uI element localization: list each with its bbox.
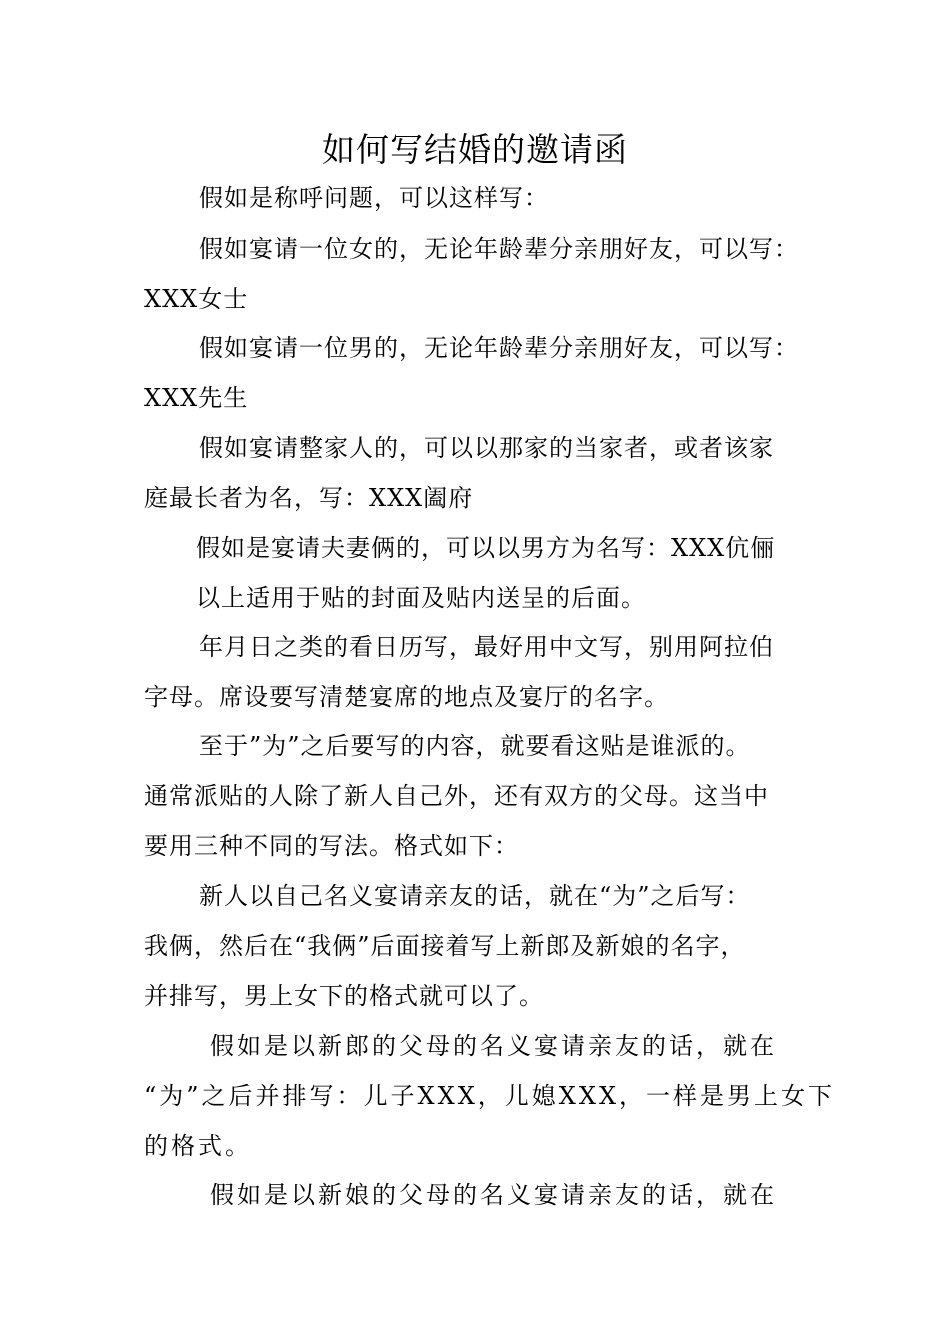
paragraph-male-guest [144,323,814,423]
text-line: 我俩，然后在“我俩”后面接着写上新郎及新娘的名字， [144,932,746,960]
paragraph-couple [144,523,814,573]
text-line: 年月日之类的看日历写，最好用中文写，别用阿拉伯 [199,633,774,661]
paragraph-date-venue [144,622,814,722]
text-line: 假如宴请一位男的，无论年龄辈分亲朋好友，可以写： [199,334,799,362]
text-line: 并排写，男上女下的格式就可以了。 [144,982,544,1010]
text-line: 要用三种不同的写法。格式如下： [144,832,519,860]
text-line: XXX女士 [144,285,249,313]
text-line: 假如是以新娘的父母的名义宴请亲友的话，就在 [210,1181,777,1209]
text-line: 假如是称呼问题，可以这样写： [199,184,549,212]
paragraph-couple-invite [144,871,814,1021]
paragraph-groom-parents [144,1021,836,1171]
text-line: 假如是以新郎的父母的名义宴请亲友的话，就在 [210,1032,777,1060]
paragraph-salutation-intro [144,173,814,223]
document-title: 如何写结婚的邀请函 [322,130,628,169]
text-line: 通常派贴的人除了新人自己外，还有双方的父母。这当中 [144,782,769,810]
paragraph-bride-parents [144,1170,814,1220]
paragraph-sender [144,721,814,871]
paragraph-usage-note [144,573,814,623]
paragraph-whole-family [144,423,814,523]
text-line: 的格式。 [144,1132,252,1160]
text-line: 字母。席设要写清楚宴席的地点及宴厅的名字。 [144,683,669,711]
text-line: 以上适用于贴的封面及贴内送呈的后面。 [196,584,646,612]
text-line: XXX先生 [144,384,249,412]
text-line: 庭最长者为名，写：XXX阖府 [144,484,474,512]
paragraph-female-guest [144,224,814,324]
text-line: 假如宴请一位女的，无论年龄辈分亲朋好友，可以写： [199,235,799,263]
text-line: “为”之后并排写：儿子XXX，儿媳XXX，一样是男上女下 [144,1082,836,1110]
text-line: 假如是宴请夫妻俩的，可以以男方为名写：XXX伉俪 [196,534,776,562]
text-line: 新人以自己名义宴请亲友的话，就在“为”之后写： [199,882,751,910]
text-line: 假如宴请整家人的，可以以那家的当家者，或者该家 [199,434,774,462]
text-line: 至于”为”之后要写的内容，就要看这贴是谁派的。 [199,732,751,760]
